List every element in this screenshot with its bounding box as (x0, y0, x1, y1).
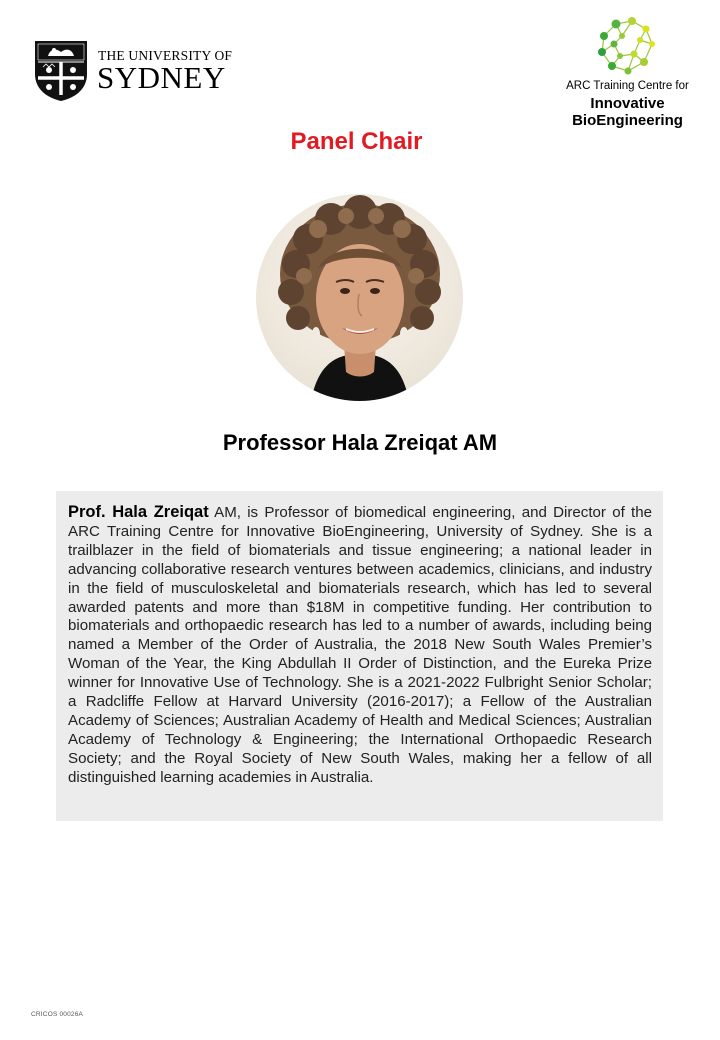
bio-name: Prof. Hala Zreiqat (68, 503, 209, 521)
bio-paragraph (68, 503, 652, 788)
cricos-code: CRICOS 00026A (31, 1011, 84, 1018)
university-name-line1: THE UNIVERSITY OF (98, 48, 233, 63)
panel-chair-heading: Panel Chair (290, 128, 423, 155)
university-logo (34, 40, 233, 102)
arc-centre-name-line2: Innovative (590, 95, 665, 112)
bio-box (56, 491, 663, 821)
university-name-line2: SYDNEY (97, 60, 226, 95)
bio-text: AM, is Professor of biomedical engineering, and Director of the ARC Training Centre for Innovative BioEngineering, University of Sydney. She is a trailblazer in the field of biomaterials and tissue engineering; a national leader in advancing collaborative research ventures between academics, clinicians, and industry in the field of musculoskeletal and biomaterials research, which has led to several awarded patents and more than $18M in competitive funding. Her contribution to biomaterials and orthopaedic research has led to a number of awards, including being named a Member of the Order of Australia, the 2018 New South Wales Premier’s Woman of the Year, the King Abdullah II Order of Distinction, and the Eureka Prize winner for Innovative Use of Technology. She is a 2021-2022 Fulbright Senior Scholar; a Radcliffe Fellow at Harvard University (2016-2017); a Fellow of the Australian Academy of Sciences; Australian Academy of Health and Medical Sciences; Australian Academy of Technology & Engineering; the International Orthopaedic Research Society; and the Royal Society of New South Wales, making her a fellow of all distinguished learning academies in Australia. (68, 504, 652, 786)
speaker-portrait (256, 194, 463, 401)
molecule-icon (594, 14, 658, 78)
arc-centre-name-line1: ARC Training Centre for (566, 80, 689, 92)
arc-centre-logo (560, 14, 700, 129)
speaker-name: Professor Hala Zreiqat AM (222, 430, 498, 455)
arc-centre-name-line3: BioEngineering (572, 112, 683, 129)
university-shield-icon (34, 40, 88, 102)
